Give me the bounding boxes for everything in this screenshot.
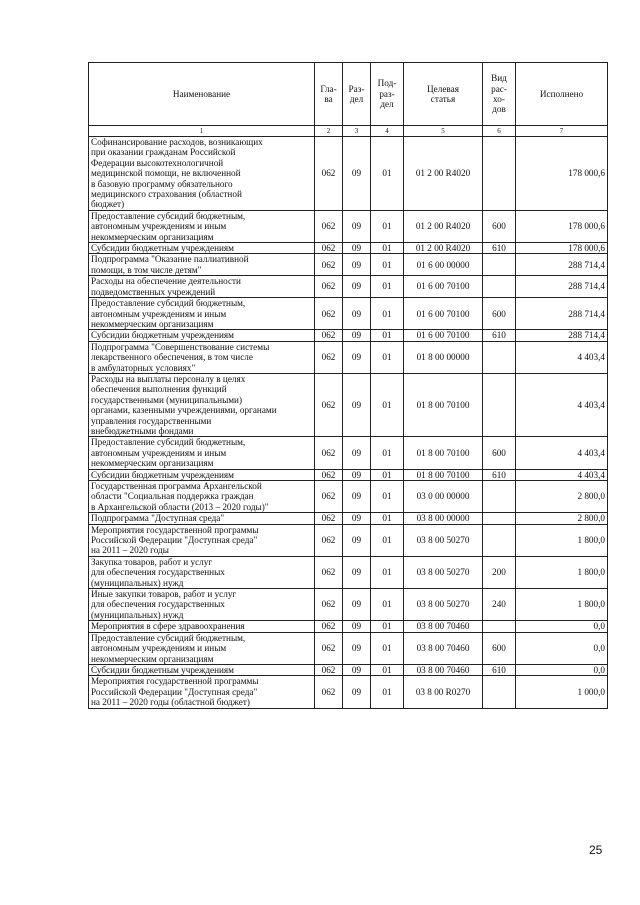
column-numbers-row xyxy=(89,126,608,137)
cell-statya: 01 2 00 R4020 xyxy=(404,210,483,242)
cell-name: Предоставление субсидий бюджетным, автономным учреждениям и иным некоммерческим организациям xyxy=(89,632,315,664)
cell-name: Подпрограмма "Совершенствование системы лекарственного обеспечения, в том числе в амбулаторных условиях" xyxy=(89,341,315,373)
cell-name: Предоставление субсидий бюджетным, автономным учреждениям и иным некоммерческим организациям xyxy=(89,298,315,330)
cell-glava: 062 xyxy=(315,373,343,436)
table-row xyxy=(89,341,608,373)
column-number: 6 xyxy=(483,126,516,137)
cell-razdel: 09 xyxy=(343,298,371,330)
cell-ispolneno: 0,0 xyxy=(516,664,608,675)
cell-statya: 01 2 00 R4020 xyxy=(404,243,483,254)
cell-ispolneno: 1 800,0 xyxy=(516,524,608,556)
cell-razdel: 09 xyxy=(343,524,371,556)
cell-razdel: 09 xyxy=(343,373,371,436)
cell-statya: 01 8 00 70100 xyxy=(404,373,483,436)
cell-podrazdel: 01 xyxy=(371,589,404,621)
cell-statya: 01 6 00 70100 xyxy=(404,330,483,341)
header-podrazdel: Под- раз- дел xyxy=(371,63,404,126)
cell-ispolneno: 1 800,0 xyxy=(516,589,608,621)
cell-razdel: 09 xyxy=(343,556,371,588)
table-body xyxy=(89,137,608,709)
cell-razdel: 09 xyxy=(343,341,371,373)
cell-ispolneno: 0,0 xyxy=(516,621,608,632)
cell-ispolneno: 178 000,6 xyxy=(516,137,608,211)
cell-statya: 03 8 00 70460 xyxy=(404,632,483,664)
cell-glava: 062 xyxy=(315,243,343,254)
cell-glava: 062 xyxy=(315,513,343,524)
table-header-row xyxy=(89,63,608,126)
header-statya: Целевая статья xyxy=(404,63,483,126)
cell-glava: 062 xyxy=(315,481,343,513)
cell-glava: 062 xyxy=(315,632,343,664)
cell-glava: 062 xyxy=(315,469,343,480)
cell-podrazdel: 01 xyxy=(371,556,404,588)
table-row xyxy=(89,298,608,330)
cell-vid: 610 xyxy=(483,664,516,675)
cell-podrazdel: 01 xyxy=(371,481,404,513)
cell-glava: 062 xyxy=(315,524,343,556)
table-row xyxy=(89,513,608,524)
cell-glava: 062 xyxy=(315,589,343,621)
cell-statya: 01 2 00 R4020 xyxy=(404,137,483,211)
cell-vid: 200 xyxy=(483,556,516,588)
cell-glava: 062 xyxy=(315,137,343,211)
cell-name: Иные закупки товаров, работ и услуг для обеспечения государственных (муниципальных) нужд xyxy=(89,589,315,621)
cell-name: Мероприятия в сфере здравоохранения xyxy=(89,621,315,632)
cell-statya: 03 8 00 50270 xyxy=(404,524,483,556)
cell-ispolneno: 2 800,0 xyxy=(516,481,608,513)
cell-podrazdel: 01 xyxy=(371,621,404,632)
column-number: 1 xyxy=(89,126,315,137)
cell-glava: 062 xyxy=(315,276,343,298)
cell-statya: 01 8 00 70100 xyxy=(404,437,483,469)
cell-podrazdel: 01 xyxy=(371,676,404,708)
cell-podrazdel: 01 xyxy=(371,341,404,373)
cell-vid: 240 xyxy=(483,589,516,621)
cell-name: Предоставление субсидий бюджетным, автономным учреждениям и иным некоммерческим организациям xyxy=(89,210,315,242)
cell-podrazdel: 01 xyxy=(371,437,404,469)
cell-statya: 01 8 00 00000 xyxy=(404,341,483,373)
cell-vid xyxy=(483,254,516,276)
cell-ispolneno: 1 000,0 xyxy=(516,676,608,708)
table-row xyxy=(89,676,608,708)
cell-ispolneno: 4 403,4 xyxy=(516,341,608,373)
cell-glava: 062 xyxy=(315,664,343,675)
budget-table xyxy=(88,62,608,709)
cell-statya: 03 8 00 50270 xyxy=(404,589,483,621)
column-number: 4 xyxy=(371,126,404,137)
cell-statya: 01 6 00 00000 xyxy=(404,254,483,276)
table-row xyxy=(89,330,608,341)
cell-vid: 600 xyxy=(483,632,516,664)
cell-ispolneno: 0,0 xyxy=(516,632,608,664)
cell-vid xyxy=(483,137,516,211)
cell-statya: 03 8 00 70460 xyxy=(404,621,483,632)
cell-podrazdel: 01 xyxy=(371,524,404,556)
cell-podrazdel: 01 xyxy=(371,254,404,276)
page-number: 25 xyxy=(589,843,603,857)
cell-name: Субсидии бюджетным учреждениям xyxy=(89,469,315,480)
cell-razdel: 09 xyxy=(343,469,371,480)
cell-name: Расходы на выплаты персоналу в целях обеспечения выполнения функций государственными (муниципальными) органами, казенными учреждениями, органами управления государственными внебюджетными фондами xyxy=(89,373,315,436)
header-glava: Гла- ва xyxy=(315,63,343,126)
cell-razdel: 09 xyxy=(343,137,371,211)
cell-glava: 062 xyxy=(315,210,343,242)
cell-podrazdel: 01 xyxy=(371,137,404,211)
table-row xyxy=(89,469,608,480)
table-row xyxy=(89,437,608,469)
table-row xyxy=(89,276,608,298)
cell-podrazdel: 01 xyxy=(371,632,404,664)
cell-razdel: 09 xyxy=(343,330,371,341)
header-ispolneno: Исполнено xyxy=(516,63,608,126)
header-vid: Вид рас- хо- дов xyxy=(483,63,516,126)
cell-glava: 062 xyxy=(315,437,343,469)
cell-name: Мероприятия государственной программы Российской Федерации "Доступная среда" на 2011 – 2020 годы xyxy=(89,524,315,556)
cell-glava: 062 xyxy=(315,341,343,373)
cell-ispolneno: 1 800,0 xyxy=(516,556,608,588)
cell-name: Субсидии бюджетным учреждениям xyxy=(89,664,315,675)
column-number: 7 xyxy=(516,126,608,137)
cell-podrazdel: 01 xyxy=(371,243,404,254)
table-row xyxy=(89,137,608,211)
table-row xyxy=(89,621,608,632)
cell-statya: 03 8 00 70460 xyxy=(404,664,483,675)
table-row xyxy=(89,243,608,254)
cell-ispolneno: 2 800,0 xyxy=(516,513,608,524)
table-row xyxy=(89,210,608,242)
cell-podrazdel: 01 xyxy=(371,330,404,341)
cell-vid: 600 xyxy=(483,210,516,242)
cell-statya: 01 6 00 70100 xyxy=(404,298,483,330)
cell-ispolneno: 288 714,4 xyxy=(516,298,608,330)
table-row xyxy=(89,632,608,664)
column-number: 2 xyxy=(315,126,343,137)
cell-razdel: 09 xyxy=(343,210,371,242)
cell-name: Мероприятия государственной программы Российской Федерации "Доступная среда" на 2011 – 2020 годы (областной бюджет) xyxy=(89,676,315,708)
cell-glava: 062 xyxy=(315,330,343,341)
cell-podrazdel: 01 xyxy=(371,276,404,298)
cell-ispolneno: 4 403,4 xyxy=(516,437,608,469)
cell-podrazdel: 01 xyxy=(371,298,404,330)
cell-statya: 03 8 00 00000 xyxy=(404,513,483,524)
cell-name: Предоставление субсидий бюджетным, автономным учреждениям и иным некоммерческим организациям xyxy=(89,437,315,469)
cell-ispolneno: 178 000,6 xyxy=(516,243,608,254)
cell-vid xyxy=(483,524,516,556)
column-number: 3 xyxy=(343,126,371,137)
cell-podrazdel: 01 xyxy=(371,513,404,524)
cell-podrazdel: 01 xyxy=(371,373,404,436)
cell-glava: 062 xyxy=(315,254,343,276)
cell-vid: 600 xyxy=(483,437,516,469)
cell-razdel: 09 xyxy=(343,589,371,621)
cell-name: Закупка товаров, работ и услуг для обеспечения государственных (муниципальных) нужд xyxy=(89,556,315,588)
cell-glava: 062 xyxy=(315,676,343,708)
cell-name: Подпрограмма "Доступная среда" xyxy=(89,513,315,524)
cell-vid: 610 xyxy=(483,330,516,341)
cell-podrazdel: 01 xyxy=(371,469,404,480)
cell-razdel: 09 xyxy=(343,632,371,664)
cell-statya: 03 0 00 00000 xyxy=(404,481,483,513)
cell-name: Подпрограмма "Оказание паллиативной помощи, в том числе детям" xyxy=(89,254,315,276)
cell-statya: 01 6 00 70100 xyxy=(404,276,483,298)
cell-ispolneno: 4 403,4 xyxy=(516,373,608,436)
column-number: 5 xyxy=(404,126,483,137)
cell-glava: 062 xyxy=(315,298,343,330)
cell-vid xyxy=(483,481,516,513)
cell-vid xyxy=(483,513,516,524)
header-name: Наименование xyxy=(89,63,315,126)
cell-glava: 062 xyxy=(315,621,343,632)
cell-vid xyxy=(483,373,516,436)
cell-podrazdel: 01 xyxy=(371,664,404,675)
cell-name: Государственная программа Архангельской области "Социальная поддержка граждан в Архангельской области (2013 – 2020 годы)" xyxy=(89,481,315,513)
cell-razdel: 09 xyxy=(343,276,371,298)
cell-name: Софинансирование расходов, возникающих при оказании гражданам Российской Федерации высокотехнологичной медицинской помощи, не включенной в базовую программу обязательного медицинского страхования (областной бюджет) xyxy=(89,137,315,211)
cell-vid xyxy=(483,676,516,708)
cell-razdel: 09 xyxy=(343,621,371,632)
cell-vid xyxy=(483,621,516,632)
cell-name: Субсидии бюджетным учреждениям xyxy=(89,243,315,254)
cell-vid: 610 xyxy=(483,243,516,254)
cell-ispolneno: 288 714,4 xyxy=(516,276,608,298)
cell-vid: 600 xyxy=(483,298,516,330)
table-row xyxy=(89,524,608,556)
cell-razdel: 09 xyxy=(343,676,371,708)
cell-vid: 610 xyxy=(483,469,516,480)
table-row xyxy=(89,373,608,436)
cell-ispolneno: 288 714,4 xyxy=(516,254,608,276)
table-row xyxy=(89,664,608,675)
table-row xyxy=(89,556,608,588)
cell-vid xyxy=(483,341,516,373)
cell-statya: 03 8 00 50270 xyxy=(404,556,483,588)
table-row xyxy=(89,589,608,621)
cell-razdel: 09 xyxy=(343,513,371,524)
cell-ispolneno: 178 000,6 xyxy=(516,210,608,242)
cell-razdel: 09 xyxy=(343,254,371,276)
cell-statya: 03 8 00 R0270 xyxy=(404,676,483,708)
cell-ispolneno: 4 403,4 xyxy=(516,469,608,480)
cell-vid xyxy=(483,276,516,298)
cell-glava: 062 xyxy=(315,556,343,588)
cell-razdel: 09 xyxy=(343,437,371,469)
cell-ispolneno: 288 714,4 xyxy=(516,330,608,341)
cell-podrazdel: 01 xyxy=(371,210,404,242)
table-row xyxy=(89,254,608,276)
cell-name: Расходы на обеспечение деятельности подведомственных учреждений xyxy=(89,276,315,298)
cell-razdel: 09 xyxy=(343,481,371,513)
cell-name: Субсидии бюджетным учреждениям xyxy=(89,330,315,341)
cell-razdel: 09 xyxy=(343,664,371,675)
table-row xyxy=(89,481,608,513)
header-razdel: Раз- дел xyxy=(343,63,371,126)
cell-razdel: 09 xyxy=(343,243,371,254)
cell-statya: 01 8 00 70100 xyxy=(404,469,483,480)
